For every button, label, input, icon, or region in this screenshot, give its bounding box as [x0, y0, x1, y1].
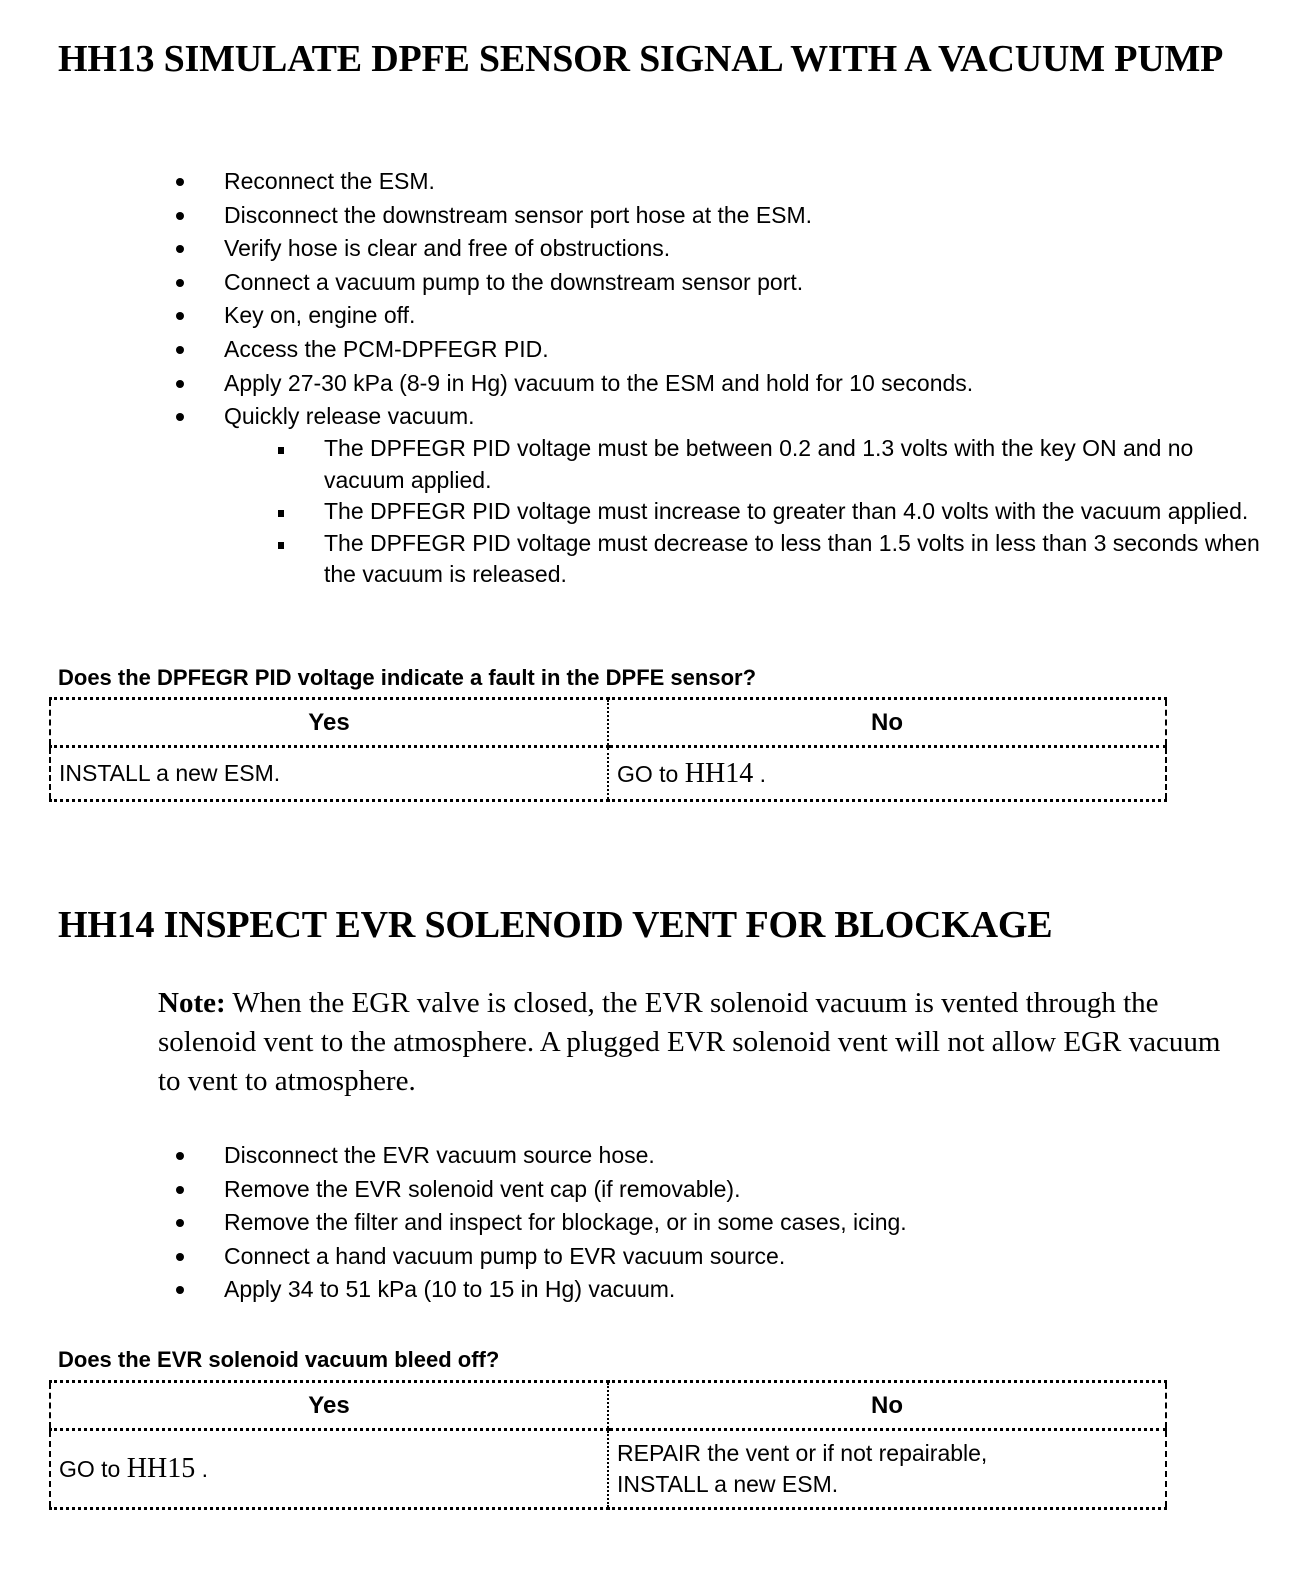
- header-yes: Yes: [50, 699, 608, 747]
- header-no: No: [608, 1382, 1166, 1430]
- table-header-row: [50, 1382, 1166, 1430]
- table-row: [50, 1430, 1166, 1509]
- bullet-icon: [176, 178, 184, 186]
- list-item: [176, 199, 973, 233]
- goto-suffix: .: [753, 760, 766, 787]
- header-yes: Yes: [50, 1382, 608, 1430]
- step-text: Quickly release vacuum.: [224, 403, 475, 430]
- bullet-icon: [176, 212, 184, 220]
- bullet-icon: [176, 380, 184, 388]
- list-item: [176, 299, 973, 333]
- list-item: [176, 1273, 907, 1307]
- list-item: [176, 165, 973, 199]
- substep-list-hh13: [276, 433, 1266, 591]
- question-hh13: Does the DPFEGR PID voltage indicate a fault in the DPFE sensor?: [58, 665, 757, 690]
- table-row: [50, 747, 1166, 801]
- bullet-icon: [176, 1253, 184, 1261]
- no-text-line1: REPAIR the vent or if not repairable,: [617, 1440, 988, 1466]
- list-item: [176, 1240, 907, 1274]
- step-text: Disconnect the EVR vacuum source hose.: [224, 1142, 655, 1168]
- bullet-icon: [176, 1219, 184, 1227]
- goto-suffix: .: [195, 1456, 208, 1482]
- decision-table-hh14: [49, 1380, 1167, 1510]
- bullet-icon: [176, 279, 184, 287]
- step-list-hh13: [176, 165, 973, 434]
- bullet-icon: [176, 1286, 184, 1294]
- list-item: [176, 333, 973, 367]
- step-text: Disconnect the downstream sensor port hose at the ESM.: [224, 201, 813, 228]
- header-no: No: [608, 699, 1166, 747]
- step-text: Apply 27-30 kPa (8-9 in Hg) vacuum to the ESM and hold for 10 seconds.: [224, 369, 974, 396]
- substep-text: The DPFEGR PID voltage must be between 0.2 and 1.3 volts with the key ON and no vacuum applied.: [324, 435, 1194, 493]
- square-bullet-icon: [278, 447, 284, 454]
- section-title-hh14: HH14 INSPECT EVR SOLENOID VENT FOR BLOCKAGE: [58, 904, 1053, 946]
- bullet-icon: [176, 413, 184, 421]
- step-text: Key on, engine off.: [224, 302, 416, 329]
- list-item: [276, 528, 1266, 591]
- bullet-icon: [176, 1152, 184, 1160]
- list-item: [176, 266, 973, 300]
- goto-prefix: GO to: [59, 1456, 127, 1482]
- step-text: Connect a hand vacuum pump to EVR vacuum source.: [224, 1242, 786, 1269]
- list-item: [176, 232, 973, 266]
- step-text: Remove the filter and inspect for blockage, or in some cases, icing.: [224, 1209, 907, 1236]
- no-text-line2: INSTALL a new ESM.: [617, 1471, 839, 1497]
- bullet-icon: [176, 312, 184, 320]
- list-item: [176, 1173, 907, 1207]
- decision-table-hh13: [49, 697, 1167, 802]
- bullet-icon: [176, 1186, 184, 1194]
- square-bullet-icon: [278, 542, 284, 549]
- list-item: [176, 1206, 907, 1240]
- note-text: When the EGR valve is closed, the EVR solenoid vacuum is vented through the solenoid vent to the atmosphere. A plugged EVR solenoid vent will not allow EGR vacuum to vent to atmosphere.: [158, 987, 1221, 1097]
- list-item: [276, 496, 1266, 528]
- bullet-icon: [176, 346, 184, 354]
- cell-yes: INSTALL a new ESM.: [59, 760, 281, 786]
- substep-text: The DPFEGR PID voltage must increase to greater than 4.0 volts with the vacuum applied.: [324, 498, 1249, 524]
- substep-text: The DPFEGR PID voltage must decrease to less than 1.5 volts in less than 3 seconds when the vacuum is released.: [324, 529, 1260, 587]
- cell-no: [608, 747, 1166, 801]
- step-text: Connect a vacuum pump to the downstream sensor port.: [224, 268, 804, 295]
- step-text: Apply 34 to 51 kPa (10 to 15 in Hg) vacuum.: [224, 1276, 676, 1303]
- step-list-hh14: [176, 1139, 907, 1307]
- step-text: Access the PCM-DPFEGR PID.: [224, 335, 549, 362]
- goto-prefix: GO to: [617, 760, 685, 787]
- step-text: Verify hose is clear and free of obstructions.: [224, 235, 671, 262]
- cell-yes: [50, 1430, 608, 1509]
- bullet-icon: [176, 245, 184, 253]
- note-hh14: [158, 984, 1238, 1101]
- list-item: [176, 367, 973, 401]
- step-text: Remove the EVR solenoid vent cap (if removable).: [224, 1175, 741, 1202]
- list-item: [176, 400, 973, 434]
- link-hh14[interactable]: HH14: [684, 757, 754, 789]
- link-hh15[interactable]: HH15: [126, 1453, 196, 1484]
- cell-no: [608, 1430, 1166, 1509]
- note-label: Note:: [158, 987, 226, 1019]
- step-text: Reconnect the ESM.: [224, 168, 435, 194]
- list-item: [176, 1139, 907, 1173]
- question-hh14: Does the EVR solenoid vacuum bleed off?: [58, 1347, 500, 1372]
- section-title-hh13: HH13 SIMULATE DPFE SENSOR SIGNAL WITH A VACUUM PUMP: [58, 38, 1224, 80]
- square-bullet-icon: [278, 510, 284, 517]
- list-item: [276, 433, 1266, 496]
- table-header-row: [50, 699, 1166, 747]
